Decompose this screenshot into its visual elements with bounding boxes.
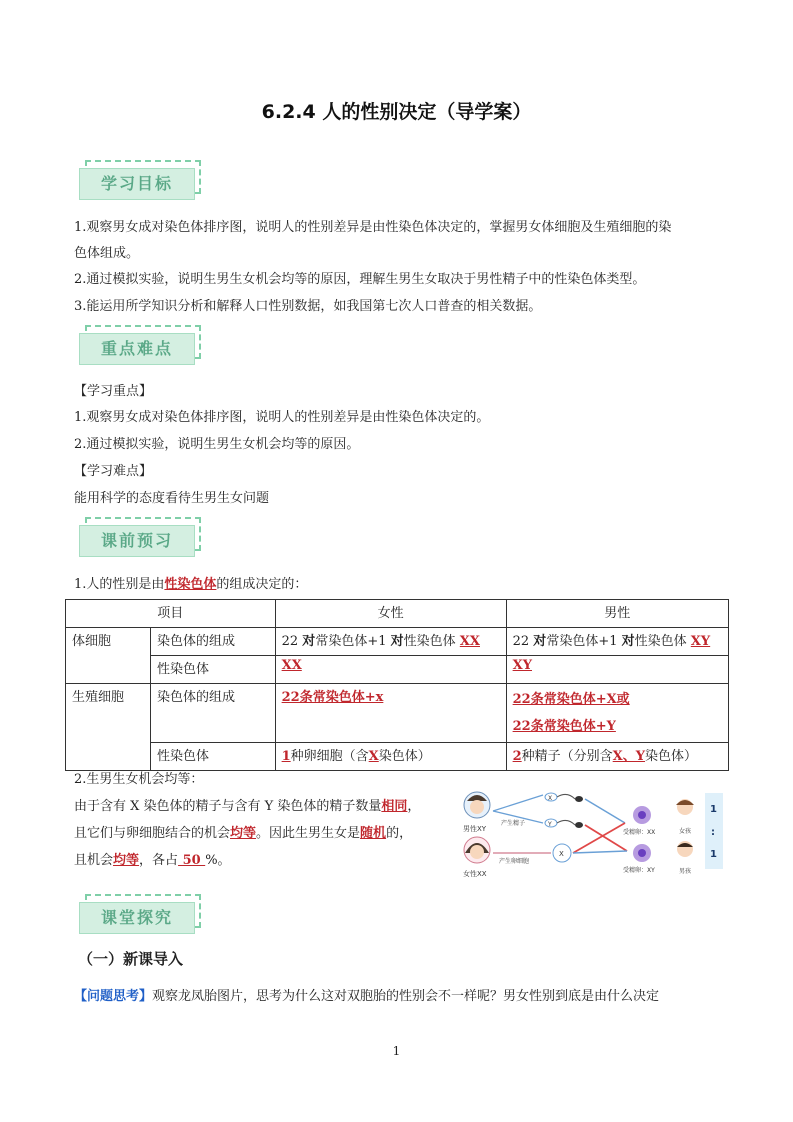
boy-icon — [677, 841, 693, 857]
girl-label: 女孩 — [679, 828, 692, 835]
q2-text: 且机会 — [74, 853, 114, 868]
cell-text: 对 — [533, 634, 547, 649]
produce-egg-label: 产生卵细胞 — [499, 858, 530, 865]
produce-sperm-label: 产生精子 — [501, 820, 526, 827]
answer-text: 22条常染色体+x — [281, 690, 384, 705]
objective-line: 色体组成。 — [74, 246, 140, 261]
table-row — [66, 628, 729, 656]
cell-sex-chrom-label: 性染色体 — [151, 743, 276, 771]
answer-text: 1 — [281, 749, 291, 764]
section-badge-preview — [79, 521, 203, 557]
male-label: 男性XY — [463, 825, 487, 833]
table-row — [66, 743, 729, 771]
table-row — [66, 600, 729, 628]
answer-text: XY — [690, 634, 711, 649]
cell-female-germ — [275, 684, 506, 743]
q2-answer: 均等 — [113, 853, 140, 868]
cell-text: 种精子（分别含 — [521, 749, 613, 764]
cell-text: 性染色体 — [403, 634, 456, 649]
sperm-y-label: Y — [548, 821, 552, 828]
female-label: 女性XX — [463, 870, 487, 878]
cell-male-sex — [506, 656, 728, 684]
cell-female-gamete — [275, 743, 506, 771]
section-badge-key-points — [79, 329, 203, 365]
cell-text: 对 — [621, 634, 635, 649]
q2-text: 的， — [386, 826, 413, 841]
answer-text: 2 — [512, 749, 522, 764]
sex-determination-diagram — [455, 787, 727, 881]
boy-label: 男孩 — [679, 868, 692, 875]
answer-text: XX — [281, 658, 302, 673]
q2-text: 且它们与卵细胞结合的机会 — [74, 826, 231, 841]
difficulty-text: 能用科学的态度看待生男生女问题 — [74, 491, 270, 506]
preview-q2-line — [74, 795, 420, 814]
q2-text: ，各占 — [139, 853, 179, 868]
q2-answer: 随机 — [360, 826, 387, 841]
chromosome-table — [65, 599, 729, 771]
ratio-colon: : — [711, 827, 715, 838]
section-badge-label: 重点难点 — [79, 333, 195, 365]
cell-composition-label: 染色体的组成 — [151, 628, 276, 656]
answer-text: X — [368, 749, 379, 764]
question-label: 【问题思考】 — [74, 989, 153, 1004]
section-badge-label: 课堂探究 — [79, 902, 195, 934]
q2-text: ， — [407, 799, 421, 814]
egg-x-label: X — [559, 850, 564, 858]
q1-suffix: 的组成决定的： — [216, 577, 308, 592]
difficulty-label: 【学习难点】 — [74, 464, 153, 479]
cell-text: 对 — [390, 634, 404, 649]
objective-line: 2.通过模拟实验，说明生男生女机会均等的原因，理解生男生女取决于男性精子中的性染色体类型。 — [74, 272, 646, 287]
cell-text: 常染色体+1 — [315, 634, 387, 649]
row-label-somatic: 体细胞 — [66, 628, 151, 684]
page-number: 1 — [392, 1044, 401, 1058]
cell-text: 22 — [512, 634, 530, 649]
focus-line: 2.通过模拟实验，说明生男生女机会均等的原因。 — [74, 437, 360, 452]
header-item: 项目 — [66, 600, 276, 628]
zygote-xx-label: 受精卵：XX — [623, 829, 656, 836]
cell-sex-chrom-label: 性染色体 — [151, 656, 276, 684]
preview-q2-title: 2.生男生女机会均等： — [74, 772, 204, 787]
preview-q1 — [74, 573, 307, 592]
cell-text: 对 — [302, 634, 316, 649]
answer-text: 22条常染色体+X或 — [512, 692, 630, 707]
page-title: 6.2.4 人的性别决定（导学案） — [261, 101, 532, 123]
zygote-xy-label: 受精卵：XY — [623, 867, 655, 874]
answer-text: XY — [512, 658, 532, 673]
q2-answer: 50 — [178, 853, 206, 868]
row-label-germ: 生殖细胞 — [66, 684, 151, 771]
section-badge-label: 课前预习 — [79, 525, 195, 557]
cell-text: 22 — [281, 634, 299, 649]
cell-text: 性染色体 — [634, 634, 687, 649]
q1-answer: 性染色体 — [164, 577, 217, 592]
section-badge-exploration — [79, 898, 203, 934]
q2-answer: 相同 — [381, 799, 408, 814]
q2-text: %。 — [205, 853, 231, 868]
cell-composition-label: 染色体的组成 — [151, 684, 276, 743]
question-text: 观察龙凤胎图片，思考为什么这对双胞胎的性别会不一样呢？男女性别到底是由什么决定 — [152, 989, 660, 1004]
cell-text: 常染色体+1 — [546, 634, 618, 649]
sperm-x-label: X — [548, 795, 553, 802]
q2-answer: 均等 — [230, 826, 257, 841]
answer-text: X、Y — [612, 749, 646, 764]
question-line — [74, 985, 659, 1004]
cell-text: 染色体） — [378, 749, 431, 764]
answer-text: 22条常染色体+Y — [512, 719, 616, 734]
cell-male-germ — [506, 684, 728, 743]
section-badge-objectives — [79, 164, 203, 200]
male-avatar-icon — [464, 792, 490, 818]
table-row — [66, 684, 729, 743]
header-female: 女性 — [275, 600, 506, 628]
cell-text: 染色体） — [645, 749, 698, 764]
table-row — [66, 656, 729, 684]
preview-q2-line — [74, 849, 231, 868]
ratio-2: 1 — [710, 849, 717, 860]
cell-female-sex — [275, 656, 506, 684]
header-male: 男性 — [506, 600, 728, 628]
cell-male-somatic — [506, 628, 728, 656]
cell-female-somatic — [275, 628, 506, 656]
section-badge-label: 学习目标 — [79, 168, 195, 200]
q2-text: 由于含有 X 染色体的精子与含有 Y 染色体的精子数量 — [74, 799, 382, 814]
objective-line: 3.能运用所学知识分析和解释人口性别数据，如我国第七次人口普查的相关数据。 — [74, 299, 542, 314]
female-avatar-icon — [464, 837, 490, 863]
focus-label: 【学习重点】 — [74, 384, 153, 399]
q1-prefix: 1.人的性别是由 — [74, 577, 165, 592]
focus-line: 1.观察男女成对染色体排序图，说明人的性别差异是由性染色体决定的。 — [74, 410, 490, 425]
cell-male-gamete — [506, 743, 728, 771]
answer-text: XX — [459, 634, 480, 649]
cell-text: 种卵细胞（含 — [290, 749, 369, 764]
preview-q2-line — [74, 822, 412, 841]
objective-line: 1.观察男女成对染色体排序图，说明人的性别差异是由性染色体决定的，掌握男女体细胞及生殖细胞的染 — [74, 220, 672, 235]
q2-text: 。因此生男生女是 — [256, 826, 361, 841]
subsection-title: （一）新课导入 — [78, 950, 184, 968]
ratio-1: 1 — [710, 804, 717, 815]
